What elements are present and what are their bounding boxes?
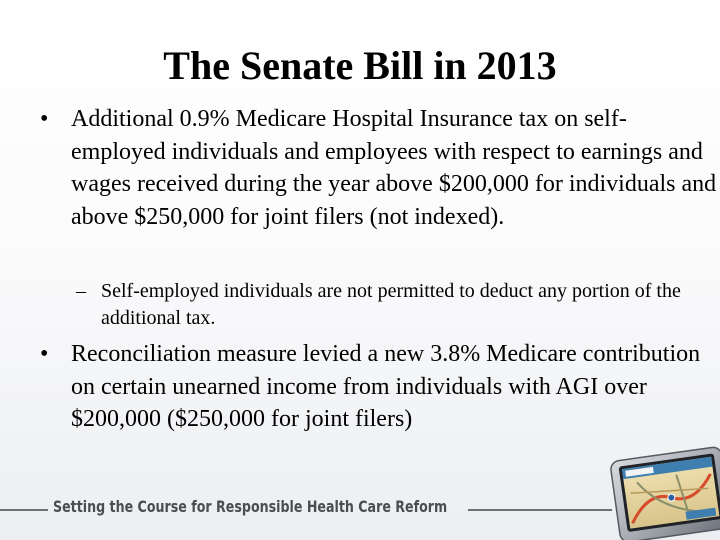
sub-bullet-item — [76, 278, 701, 332]
bullet-text: Additional 0.9% Medicare Hospital Insurance tax on self-employed individuals and employees with respect to earnings and wages received during the year above $200,000 for individuals and above $250,000 for joint filers (not indexed). — [71, 106, 717, 230]
bullet-item — [30, 103, 720, 233]
sub-bullet-text: Self-employed individuals are not permitted to deduct any portion of the additional tax. — [101, 280, 681, 329]
slide-title: The Senate Bill in 2013 — [163, 43, 557, 88]
footer-rule-right — [468, 509, 612, 511]
gps-device-image — [608, 428, 720, 540]
footer-tagline: Setting the Course for Responsible Health Care Reform — [53, 497, 448, 516]
gps-body — [610, 446, 720, 540]
bullet-text: Reconciliation measure levied a new 3.8% Medicare contribution on certain unearned income from individuals with AGI over $200,000 ($250,000 for joint filers) — [71, 341, 701, 432]
bullet-marker: • — [40, 341, 49, 367]
bullet-marker: • — [40, 106, 49, 132]
footer-rule-left — [0, 509, 48, 511]
bullet-item — [30, 338, 720, 436]
dash-marker: – — [76, 280, 86, 302]
